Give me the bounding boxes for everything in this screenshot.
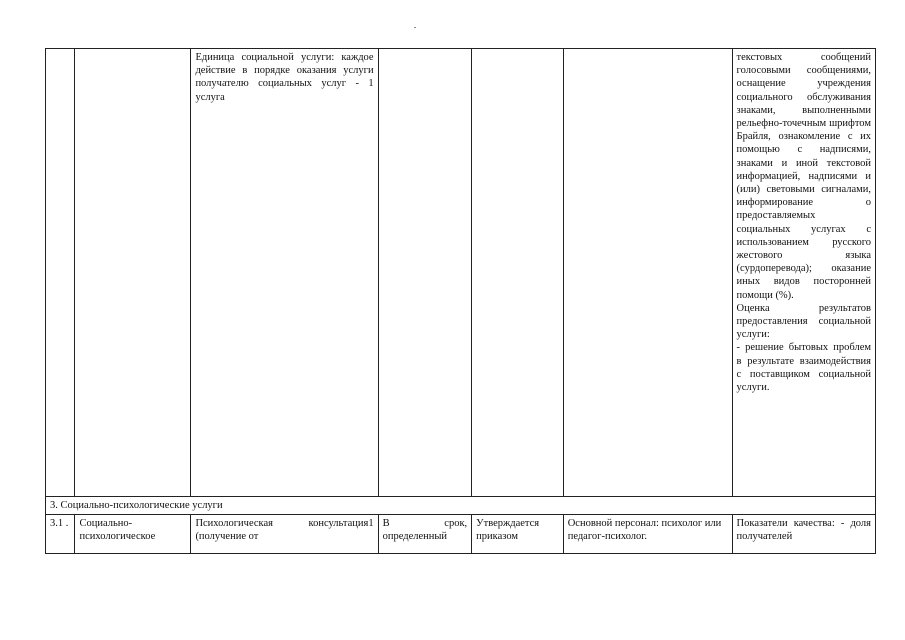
cell-term: В срок, определенный	[378, 515, 472, 554]
cell-quality	[732, 49, 875, 497]
cell-unit	[191, 49, 378, 497]
table-row	[46, 515, 876, 554]
cell-number: 3.1 .	[46, 515, 75, 554]
cell-service-name: Социально-психологическое	[75, 515, 191, 554]
scan-artifact	[414, 27, 416, 28]
cell-norm-empty	[472, 49, 564, 497]
unit-text: Единица социальной услуги: каждое действие в порядке оказания услуги получателю социальных услуг - 1 услуга	[195, 52, 374, 103]
cell-staff-empty	[563, 49, 732, 497]
evaluation-heading: Оценка результатов предоставления социальной услуги:	[736, 302, 871, 341]
content-number: 1	[368, 518, 374, 529]
cell-quality-last: Показатели качества: - доля получателей	[732, 515, 875, 554]
content-text: Психологическая консультация (получение от	[195, 518, 369, 543]
cell-number-empty	[46, 49, 75, 497]
cell-staff: Основной персонал: психолог или педагог-психолог.	[563, 515, 732, 554]
section-row	[46, 497, 876, 515]
cell-content	[191, 515, 378, 554]
cell-term-empty	[378, 49, 472, 497]
table-row-continued	[46, 49, 876, 497]
evaluation-result: - решение бытовых проблем в результате взаимодействия с поставщиком социальной услуги.	[736, 342, 871, 394]
section-title: 3. Социально-психологические услуги	[46, 497, 876, 515]
cell-service-empty	[75, 49, 191, 497]
services-table	[45, 48, 876, 554]
cell-norm: Утверждается приказом	[472, 515, 564, 554]
quality-indicators-text: текстовых сообщений голосовыми сообщениями, оснащение учреждения социального обслуживания знаками, выполненными рельефно-точечным шрифтом Брайля, ознакомление с их помощью с надписями, знаками и иной текстовой информацией, надписями и (или) световыми сигналами, информирование о предоставляемых социальных услугах с использованием русского жестового языка (сурдоперевода); оказание иных видов посторонней помощи (%).	[736, 52, 871, 301]
